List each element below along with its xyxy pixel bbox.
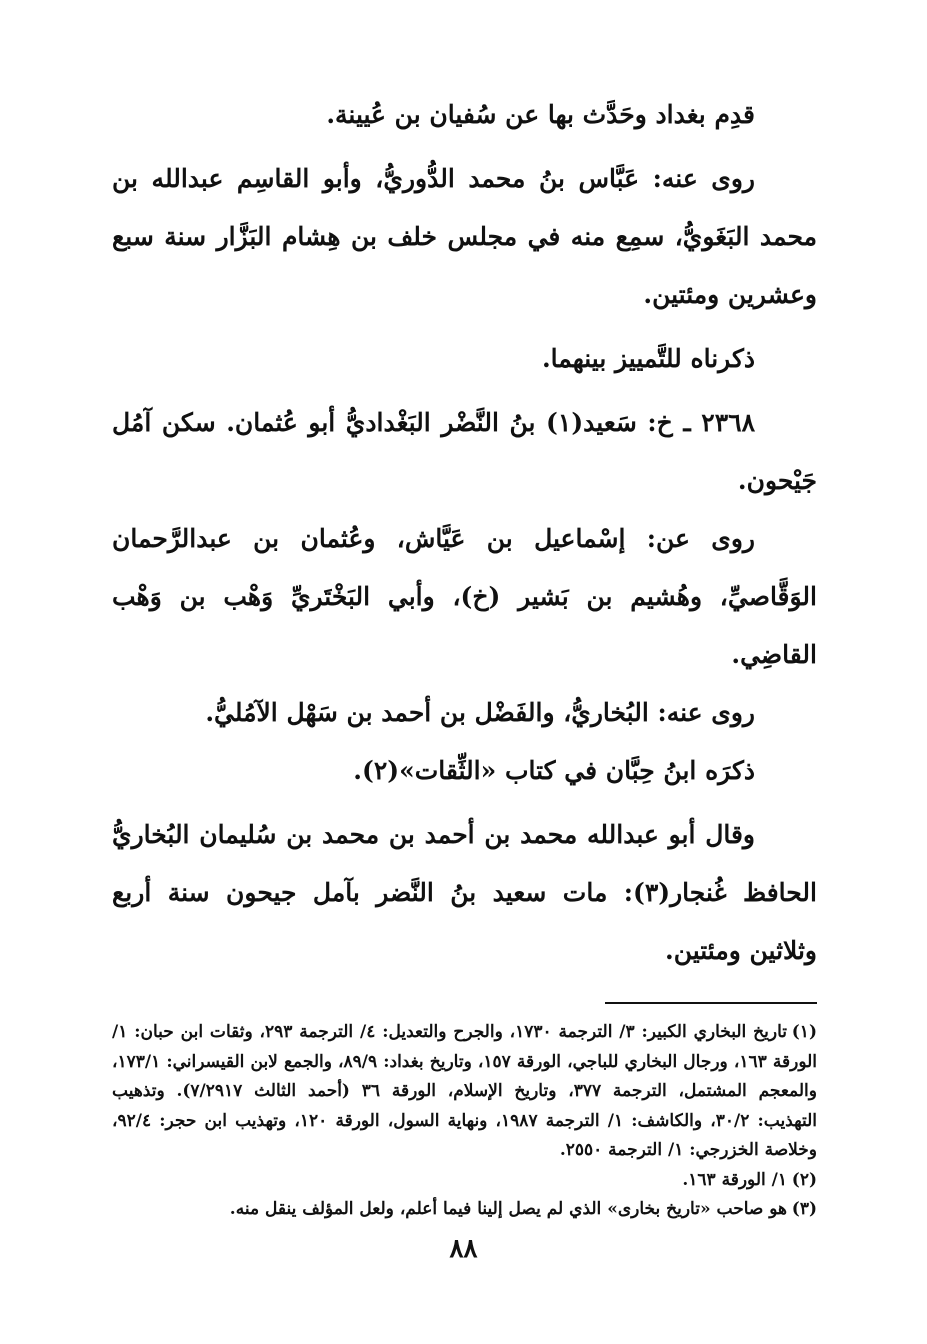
footnote-2 bbox=[112, 1166, 817, 1196]
entry-2368-heading: ٢٣٦٨ ـ خ: سَعيد(١) بنُ النَّضْر البَغْداديُّ أبو عُثمان. سكن آمُل جَيْحون. bbox=[112, 408, 817, 495]
paragraph-7: ذكرَه ابنُ حِبَّان في كتاب «الثِّقات»(٢). bbox=[353, 756, 755, 785]
footnote-separator bbox=[605, 1002, 817, 1004]
paragraph-8: وقال أبو عبدالله محمد بن أحمد بن محمد بن سُليمان البُخاريُّ الحافظ غُنجار(٣): مات سعيد بنُ النَّضر بآمل جيحون سنة أربع وثلاثين ومئتين. bbox=[112, 820, 817, 965]
main-text bbox=[112, 86, 817, 980]
footnote-number: (٢) bbox=[791, 1169, 817, 1190]
paragraph-5: روى عن: إسْماعيل بن عَيَّاش، وعُثمان بن عبدالرَّحمان الوَقَّاصيِّ، وهُشيم بن بَشير (خ)، وأبي البَخْتَريِّ وَهْب بن وَهْب القاضِي. bbox=[112, 524, 817, 669]
footnote-3 bbox=[112, 1195, 817, 1225]
footnote-text: هو صاحب «تاريخ بخارى» الذي لم يصل إلينا فيما أعلم، ولعل المؤلف ينقل منه. bbox=[229, 1199, 787, 1219]
page-number: ٨٨ bbox=[449, 1234, 478, 1264]
footnotes bbox=[112, 1018, 817, 1225]
paragraph-2: روى عنه: عَبَّاس بنُ محمد الدُّوريُّ، وأبو القاسِم عبدالله بن محمد البَغَويُّ، سمِع منه في مجلس خلف بن هِشام البَزَّار سنة سبع وعشرين ومئتين. bbox=[112, 164, 817, 309]
footnote-number: (٣) bbox=[791, 1199, 817, 1219]
paragraph-6: روى عنه: البُخاريُّ، والفَضْل بن أحمد بن سَهْل الآمُليُّ. bbox=[205, 698, 755, 727]
footnote-text: ١/ الورقة ١٦٣. bbox=[682, 1169, 787, 1190]
footnote-text: تاريخ البخاري الكبير: ٣/ الترجمة ١٧٣٠، والجرح والتعديل: ٤/ الترجمة ٢٩٣، وثقات ابن حبان: ١/ الورقة ١٦٣، ورجال البخاري للباجي، الورقة ١٥٧، وتاريخ بغداد: ٨٩/٩، والجمع لابن القيسراني: ١٧٣/١، والمعجم المشتمل، الترجمة ٣٧٧، وتاريخ الإسلام، الورقة ٣٦ (أحمد الثالث ٧/٢٩١٧). وتذهيب التهذيب: ٣٠/٢، والكاشف: ١/ الترجمة ١٩٨٧، ونهاية السول، الورقة ١٢٠، وتهذيب ابن حجر: ٩٢/٤، وخلاصة الخزرجي: ١/ الترجمة ٢٥٥٠. bbox=[112, 1022, 817, 1160]
footnote-number: (١) bbox=[791, 1022, 817, 1042]
page-content bbox=[112, 86, 817, 1225]
paragraph-3: ذكرناه للتَّمييز بينهما. bbox=[541, 344, 755, 373]
paragraph-1: قدِم بغداد وحَدَّث بها عن سُفيان بن عُيينة. bbox=[326, 100, 755, 129]
footnote-1 bbox=[112, 1018, 817, 1166]
